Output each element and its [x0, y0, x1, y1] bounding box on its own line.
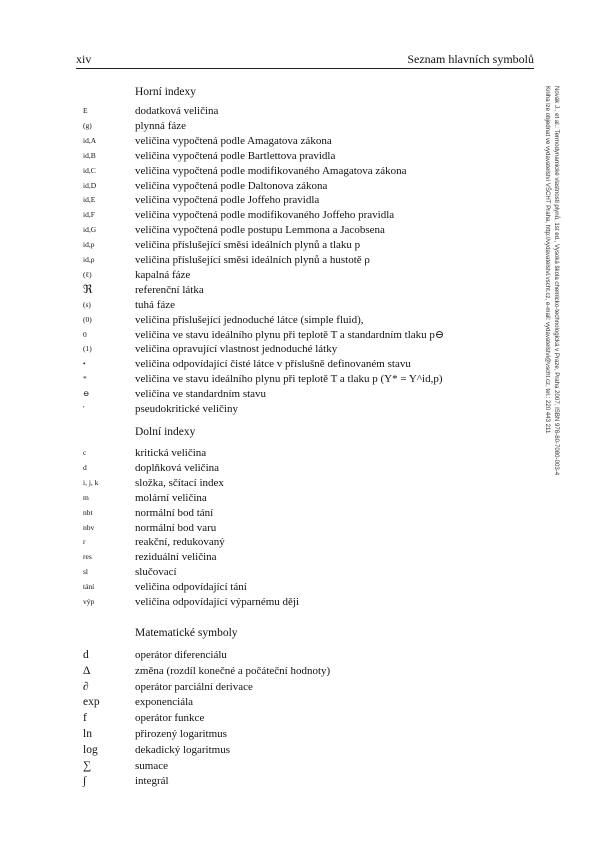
symbol-row	[83, 521, 543, 535]
symbol-description: veličina vypočtená podle modifikovaného Joffeho pravidla	[135, 209, 395, 222]
symbol: sl	[83, 567, 89, 577]
section-title: Dolní indexy	[135, 426, 196, 438]
symbol: id,E	[83, 195, 96, 205]
symbol-description: operátor funkce	[135, 712, 205, 725]
symbol-description: veličina odpovídající tání	[135, 581, 247, 594]
symbol-description: operátor parciální derivace	[135, 680, 253, 693]
symbol-row	[83, 476, 543, 490]
symbol-description: veličina ve stavu ideálního plynu při teplotě T a standardním tlaku p⊖	[135, 328, 445, 341]
symbol: Δ	[83, 664, 91, 677]
symbol-description: normální bod varu	[135, 521, 217, 534]
symbol: d	[83, 649, 89, 661]
symbol-description: molární veličina	[135, 491, 207, 504]
symbol-description: exponenciála	[135, 696, 194, 709]
symbol-row	[83, 104, 543, 118]
symbol-row	[83, 253, 543, 267]
symbol: id,B	[83, 150, 96, 160]
symbol-row	[83, 223, 543, 237]
section-title: Horní indexy	[135, 86, 197, 98]
symbol: id,A	[83, 135, 97, 145]
symbol-row	[83, 580, 543, 594]
symbol: log	[83, 743, 98, 756]
symbol-row	[83, 461, 543, 475]
symbol: tání	[83, 582, 95, 592]
symbol-description: veličina odpovídající čisté látce v příslušně definovaném stavu	[135, 358, 411, 371]
symbol: id,F	[83, 210, 95, 220]
symbol-row	[83, 446, 543, 460]
symbol-row	[83, 342, 543, 356]
section-title: Matematické symboly	[135, 627, 238, 639]
symbol: i, j, k	[83, 477, 99, 487]
symbol: E	[83, 106, 88, 115]
symbol: nbt	[83, 507, 93, 517]
symbol-row	[83, 357, 543, 371]
symbol-row	[83, 283, 543, 297]
symbol-description: složka, sčítací index	[135, 476, 224, 489]
symbol-description: dekadický logaritmus	[135, 743, 231, 756]
symbol: ∑	[83, 759, 92, 772]
symbol-description: referenční látka	[135, 283, 204, 296]
symbol-description: tuhá fáze	[135, 298, 175, 311]
symbol-row	[83, 268, 543, 282]
symbol: ∫	[83, 775, 87, 788]
symbol-description: veličina vypočtená podle Bartlettova pravidla	[135, 149, 336, 162]
symbol-description: veličina vypočtená podle Daltonova zákona	[135, 179, 328, 192]
symbol-description: sumace	[135, 759, 168, 772]
symbol-description: pseudokritické veličiny	[135, 403, 238, 415]
symbol-row	[83, 238, 543, 252]
symbol: id,ρ	[83, 255, 95, 264]
symbol-row	[83, 774, 543, 788]
symbol-description: integrál	[135, 775, 169, 788]
symbol-row	[83, 550, 543, 564]
symbol: *	[83, 374, 87, 384]
symbol-row	[83, 193, 543, 207]
side-note-line-2: Kniha lze objednat ve vydavatelství VŠCHT Praha, http://vydavatelstvi.vscht.cz, e-mail: vydavatelstvi@vscht.cz, tel.: 220 443 211	[544, 86, 551, 434]
page-header	[76, 52, 534, 68]
symbol-description: kritická veličina	[135, 447, 207, 459]
symbol-row	[83, 179, 543, 193]
symbol-row	[83, 298, 543, 312]
symbol: nbv	[83, 522, 95, 532]
symbol-row	[83, 208, 543, 222]
symbol: ∂	[83, 680, 89, 693]
symbol-row	[83, 164, 543, 178]
symbol: (ℓ)	[83, 269, 92, 279]
symbol-description: veličina příslušející jednoduché látce (simple fluid),	[135, 313, 364, 326]
symbol-row	[83, 595, 543, 609]
symbol-row	[83, 506, 543, 520]
symbol: id,C	[83, 165, 96, 175]
symbol-row	[83, 648, 543, 662]
symbol-description: veličina vypočtená podle modifikovaného Amagatova zákona	[135, 164, 407, 177]
symbol: r	[83, 537, 86, 547]
header-rule	[76, 68, 534, 69]
symbol: res	[83, 552, 92, 562]
symbol: (0)	[83, 314, 92, 324]
running-title: Seznam hlavních symbolů	[407, 52, 534, 66]
symbol-description: operátor diferenciálu	[135, 649, 227, 661]
side-note	[537, 86, 561, 626]
symbol-description: přirozený logaritmus	[135, 728, 227, 740]
symbol: ′	[83, 404, 85, 413]
symbol-row	[83, 149, 543, 163]
symbol-row	[83, 680, 543, 694]
symbol: ln	[83, 728, 92, 740]
symbol-description: veličina opravující vlastnost jednoduché látky	[135, 343, 338, 356]
symbol: (g)	[83, 120, 92, 130]
symbol-row	[83, 727, 543, 741]
symbol-description: reziduální veličina	[135, 551, 217, 564]
symbol: ℜ	[83, 283, 93, 296]
symbol-description: veličina vypočtená podle Joffeho pravidla	[135, 194, 320, 207]
symbol-description: dodatková veličina	[135, 105, 219, 117]
symbol-description: veličina příslušející směsi ideálních plynů a tlaku p	[135, 239, 361, 252]
symbol-row	[83, 491, 543, 505]
symbol-row	[83, 328, 543, 342]
symbol: id,p	[83, 240, 95, 250]
symbol-row	[83, 565, 543, 579]
symbol-row	[83, 759, 543, 773]
symbol-description: slučovací	[135, 566, 177, 579]
symbol-row	[83, 134, 543, 148]
symbol: c	[83, 448, 87, 457]
page-number: xiv	[76, 52, 92, 66]
symbol-description: veličina odpovídající výparnému ději	[135, 596, 300, 608]
symbol-row	[83, 535, 543, 549]
symbol: d	[83, 462, 87, 472]
symbol-description: veličina vypočtená podle postupu Lemmona a Jacobsena	[135, 224, 385, 237]
symbol-description: reakční, redukovaný	[135, 536, 225, 549]
symbol-description: doplňková veličina	[135, 461, 220, 474]
symbol-description: normální bod tání	[135, 506, 214, 519]
symbol: ⊖	[83, 389, 90, 399]
symbol: exp	[83, 696, 100, 709]
symbol-description: veličina vypočtená podle Amagatova zákona	[135, 134, 332, 147]
symbol-row	[83, 119, 543, 133]
symbol-row	[83, 313, 543, 327]
symbol-description: veličina příslušející směsi ideálních plynů a hustotě ρ	[135, 254, 370, 266]
symbol: (1)	[83, 344, 92, 354]
symbol-row	[83, 387, 543, 401]
symbol: •	[83, 359, 86, 369]
symbol-description: změna (rozdíl konečné a počáteční hodnoty)	[135, 664, 331, 677]
symbol-description: veličina ve stavu ideálního plynu při teplotě T a tlaku p (Y* = Y^id,p)	[135, 373, 443, 386]
symbol: m	[83, 492, 89, 502]
symbol-description: kapalná fáze	[135, 268, 191, 281]
symbol-description: veličina ve standardním stavu	[135, 388, 267, 401]
symbol: (s)	[83, 299, 91, 309]
symbol-row	[83, 743, 543, 757]
symbol-description: plynná fáze	[135, 119, 186, 132]
symbol: 0	[83, 329, 87, 339]
symbol-row	[83, 402, 543, 416]
symbol-row	[83, 695, 543, 709]
symbol: f	[83, 712, 87, 725]
symbol: id,G	[83, 225, 97, 235]
symbol: id,D	[83, 180, 97, 190]
symbol-row	[83, 664, 543, 678]
symbol-row	[83, 711, 543, 725]
side-note-line-1: Novák J., et al.: Termodynamické vlastnosti plynů, 1st ed., Vysoká škola chemicko-technologická v Praze, Praha 2007, ISBN 978-80-7080-003-4	[553, 86, 560, 476]
symbol: výp	[83, 597, 95, 606]
symbol-row	[83, 372, 543, 386]
